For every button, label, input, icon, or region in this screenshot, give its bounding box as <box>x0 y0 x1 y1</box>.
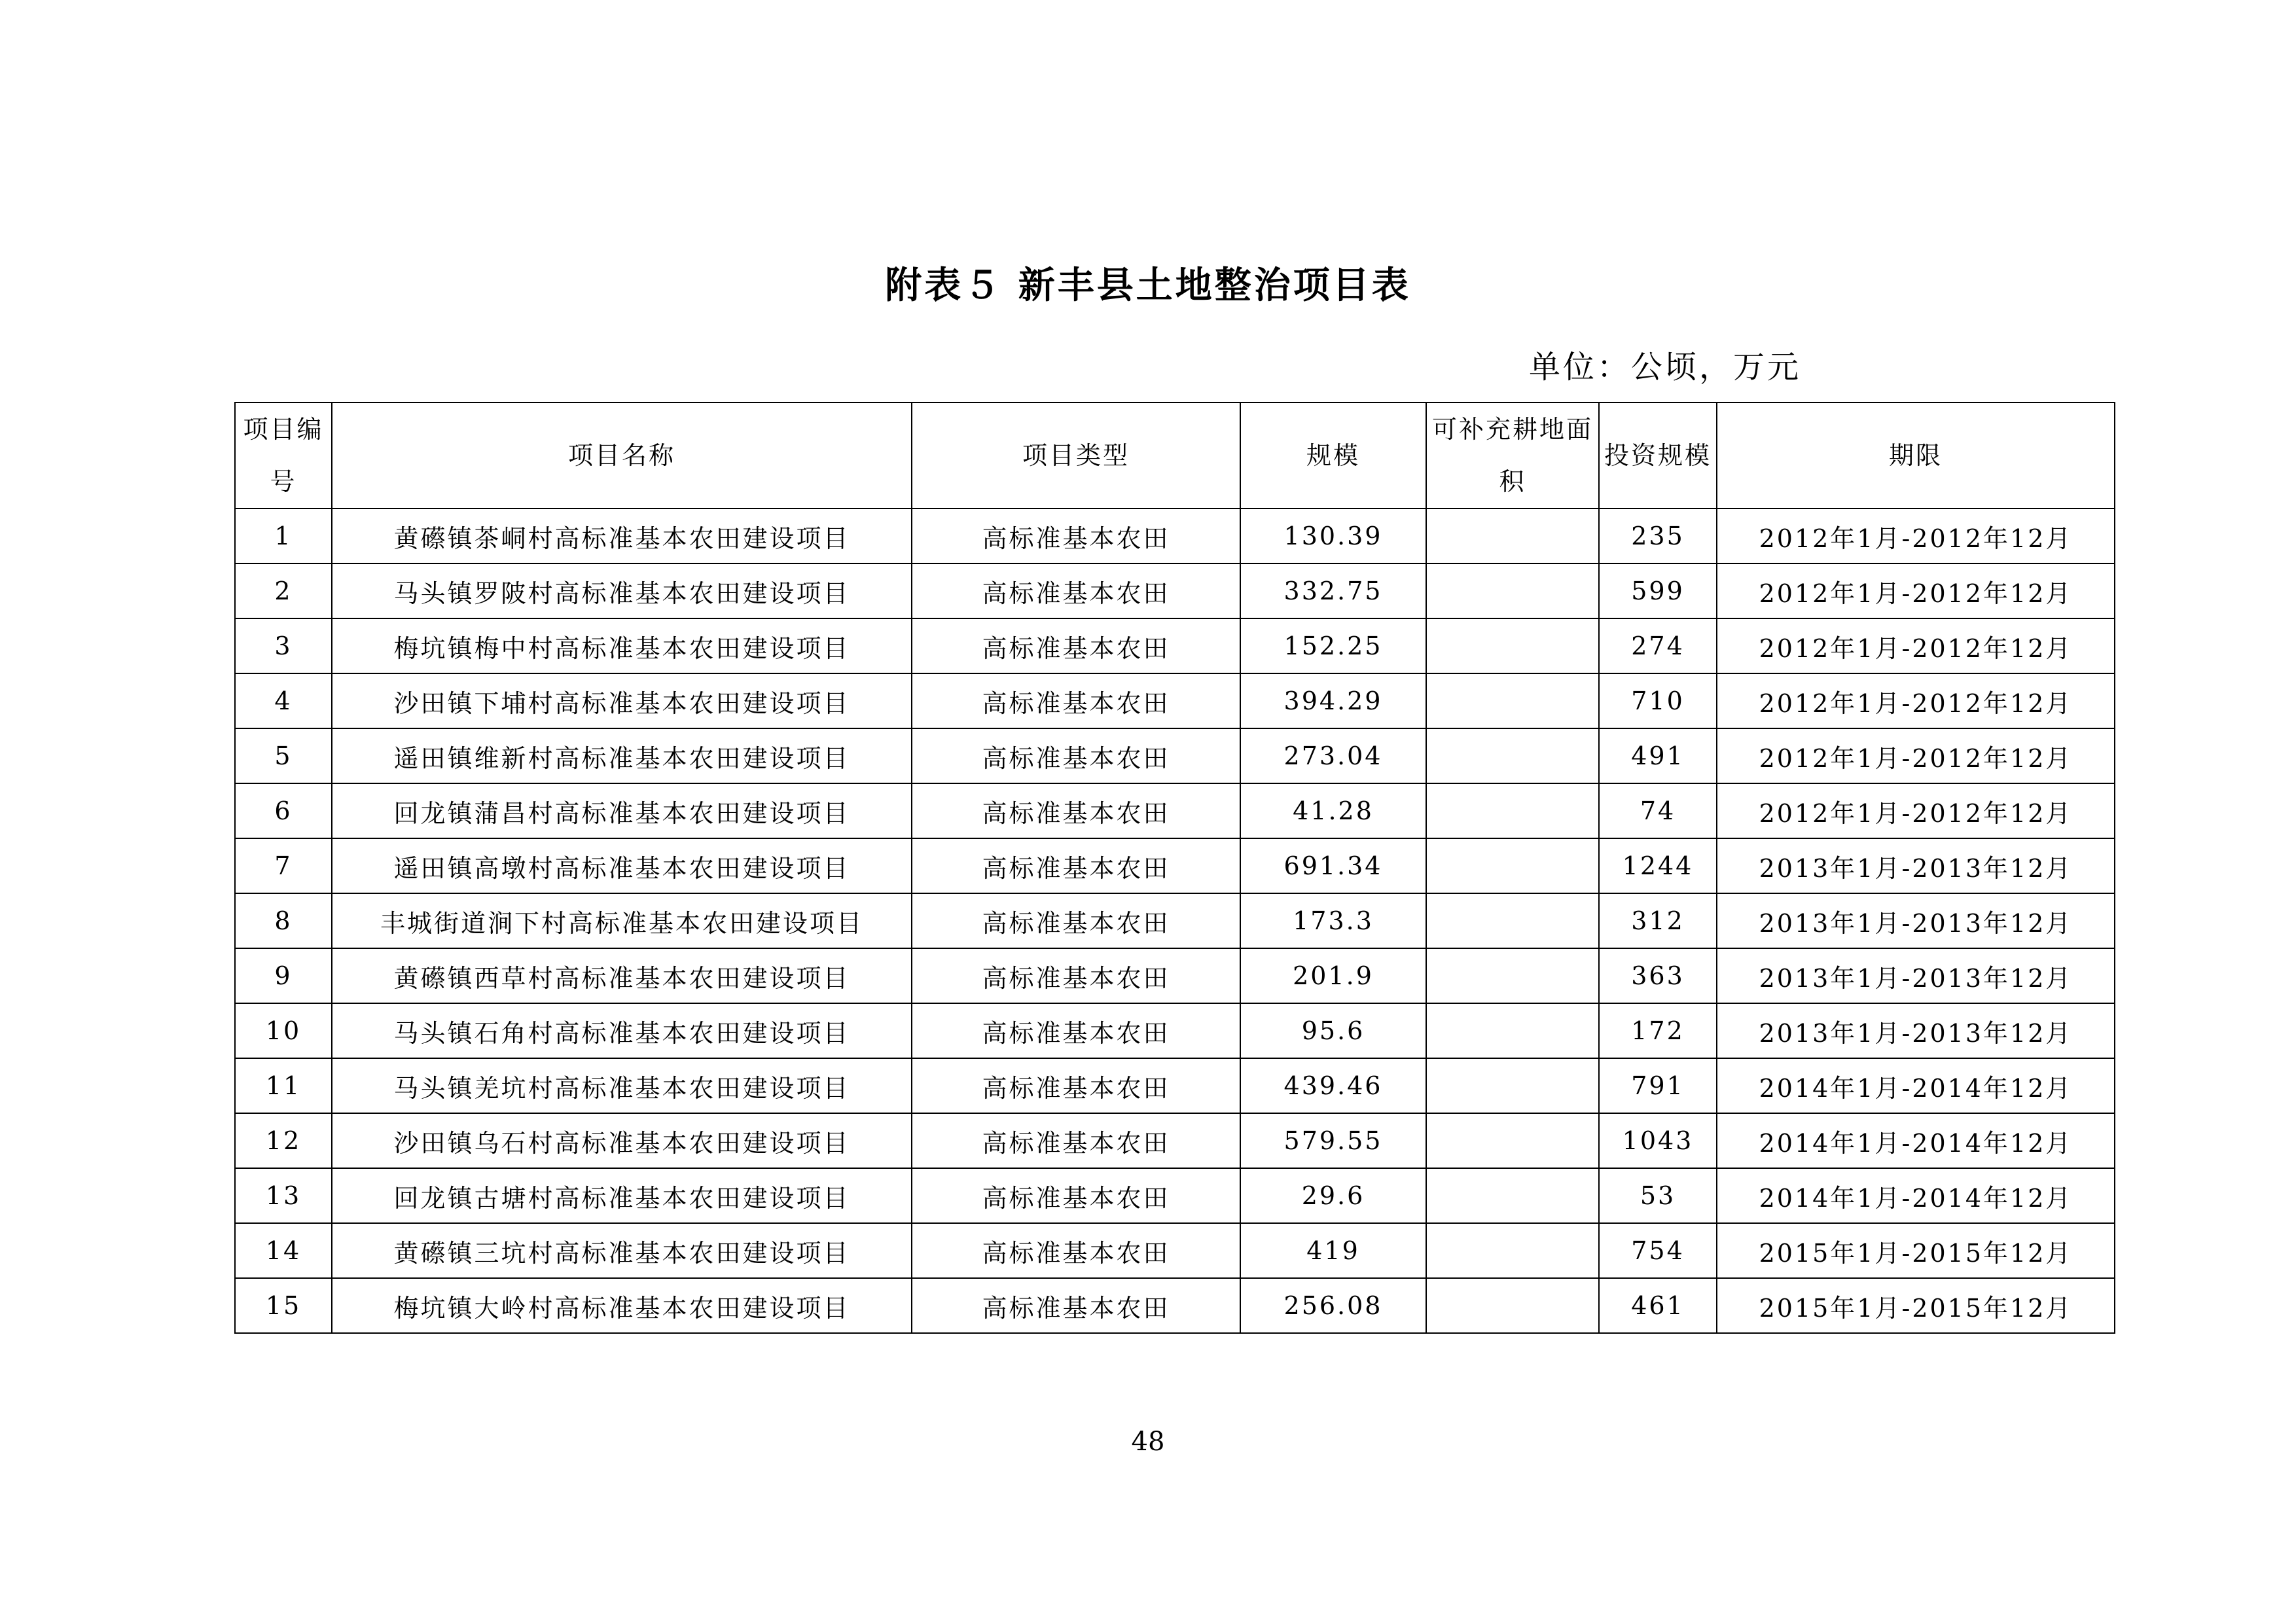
cell-id: 3 <box>235 618 332 673</box>
cell-scale: 173.3 <box>1240 893 1426 948</box>
cell-period: 2014年1月-2014年12月 <box>1717 1168 2115 1223</box>
cell-scale: 419 <box>1240 1223 1426 1278</box>
cell-investment: 599 <box>1599 563 1717 618</box>
cell-supplement <box>1426 948 1599 1003</box>
cell-investment: 172 <box>1599 1003 1717 1058</box>
cell-name: 遥田镇高墩村高标准基本农田建设项目 <box>332 838 912 893</box>
table-row <box>235 1003 2115 1058</box>
cell-type: 高标准基本农田 <box>912 783 1240 838</box>
cell-type: 高标准基本农田 <box>912 1168 1240 1223</box>
cell-supplement <box>1426 1113 1599 1168</box>
cell-name: 回龙镇古塘村高标准基本农田建设项目 <box>332 1168 912 1223</box>
cell-name: 马头镇罗陂村高标准基本农田建设项目 <box>332 563 912 618</box>
land-project-table <box>234 402 2115 1334</box>
cell-investment: 461 <box>1599 1278 1717 1333</box>
cell-investment: 235 <box>1599 508 1717 563</box>
cell-period: 2014年1月-2014年12月 <box>1717 1113 2115 1168</box>
cell-id: 9 <box>235 948 332 1003</box>
header-name: 项目名称 <box>332 402 912 508</box>
cell-id: 13 <box>235 1168 332 1223</box>
table-row <box>235 1278 2115 1333</box>
cell-type: 高标准基本农田 <box>912 728 1240 783</box>
cell-investment: 1043 <box>1599 1113 1717 1168</box>
header-type: 项目类型 <box>912 402 1240 508</box>
page-title: 附表５ 新丰县土地整治项目表 <box>885 264 1411 307</box>
cell-id: 14 <box>235 1223 332 1278</box>
cell-period: 2012年1月-2012年12月 <box>1717 618 2115 673</box>
cell-name: 马头镇羌坑村高标准基本农田建设项目 <box>332 1058 912 1113</box>
header-row <box>235 402 2115 508</box>
cell-type: 高标准基本农田 <box>912 1058 1240 1113</box>
cell-period: 2013年1月-2013年12月 <box>1717 948 2115 1003</box>
table-row <box>235 783 2115 838</box>
cell-name: 黄礤镇三坑村高标准基本农田建设项目 <box>332 1223 912 1278</box>
cell-scale: 41.28 <box>1240 783 1426 838</box>
header-period: 期限 <box>1717 402 2115 508</box>
table-row <box>235 1113 2115 1168</box>
cell-type: 高标准基本农田 <box>912 893 1240 948</box>
cell-investment: 312 <box>1599 893 1717 948</box>
cell-period: 2012年1月-2012年12月 <box>1717 783 2115 838</box>
cell-period: 2015年1月-2015年12月 <box>1717 1223 2115 1278</box>
cell-investment: 754 <box>1599 1223 1717 1278</box>
cell-period: 2013年1月-2013年12月 <box>1717 1003 2115 1058</box>
table-row <box>235 618 2115 673</box>
unit-label: 单位：公顷，万元 <box>1529 349 1802 385</box>
table-row <box>235 1058 2115 1113</box>
cell-supplement <box>1426 893 1599 948</box>
cell-scale: 579.55 <box>1240 1113 1426 1168</box>
cell-period: 2015年1月-2015年12月 <box>1717 1278 2115 1333</box>
table-row <box>235 1223 2115 1278</box>
table-row <box>235 508 2115 563</box>
cell-period: 2012年1月-2012年12月 <box>1717 508 2115 563</box>
cell-scale: 201.9 <box>1240 948 1426 1003</box>
cell-type: 高标准基本农田 <box>912 618 1240 673</box>
table-row <box>235 1168 2115 1223</box>
cell-id: 6 <box>235 783 332 838</box>
cell-scale: 439.46 <box>1240 1058 1426 1113</box>
cell-scale: 332.75 <box>1240 563 1426 618</box>
cell-type: 高标准基本农田 <box>912 1003 1240 1058</box>
cell-supplement <box>1426 1003 1599 1058</box>
cell-period: 2014年1月-2014年12月 <box>1717 1058 2115 1113</box>
cell-period: 2013年1月-2013年12月 <box>1717 838 2115 893</box>
table-row <box>235 563 2115 618</box>
cell-scale: 152.25 <box>1240 618 1426 673</box>
cell-supplement <box>1426 728 1599 783</box>
cell-supplement <box>1426 1168 1599 1223</box>
table-row <box>235 893 2115 948</box>
cell-investment: 74 <box>1599 783 1717 838</box>
cell-id: 8 <box>235 893 332 948</box>
table-row <box>235 673 2115 728</box>
header-scale: 规模 <box>1240 402 1426 508</box>
cell-investment: 710 <box>1599 673 1717 728</box>
cell-investment: 274 <box>1599 618 1717 673</box>
cell-investment: 1244 <box>1599 838 1717 893</box>
table-header <box>235 402 2115 508</box>
cell-id: 4 <box>235 673 332 728</box>
cell-type: 高标准基本农田 <box>912 948 1240 1003</box>
cell-supplement <box>1426 563 1599 618</box>
cell-id: 15 <box>235 1278 332 1333</box>
header-supplement: 可补充耕地面积 <box>1426 402 1599 508</box>
cell-investment: 491 <box>1599 728 1717 783</box>
cell-type: 高标准基本农田 <box>912 508 1240 563</box>
table-body <box>235 508 2115 1333</box>
cell-supplement <box>1426 508 1599 563</box>
cell-name: 丰城街道涧下村高标准基本农田建设项目 <box>332 893 912 948</box>
cell-name: 沙田镇下埔村高标准基本农田建设项目 <box>332 673 912 728</box>
cell-supplement <box>1426 1278 1599 1333</box>
cell-investment: 363 <box>1599 948 1717 1003</box>
cell-supplement <box>1426 783 1599 838</box>
cell-period: 2012年1月-2012年12月 <box>1717 673 2115 728</box>
cell-id: 7 <box>235 838 332 893</box>
cell-id: 2 <box>235 563 332 618</box>
cell-scale: 29.6 <box>1240 1168 1426 1223</box>
cell-period: 2013年1月-2013年12月 <box>1717 893 2115 948</box>
cell-supplement <box>1426 673 1599 728</box>
cell-name: 回龙镇蒲昌村高标准基本农田建设项目 <box>332 783 912 838</box>
cell-investment: 791 <box>1599 1058 1717 1113</box>
table-row <box>235 838 2115 893</box>
header-investment: 投资规模 <box>1599 402 1717 508</box>
page-number: 48 <box>1131 1427 1165 1457</box>
cell-type: 高标准基本农田 <box>912 1113 1240 1168</box>
cell-type: 高标准基本农田 <box>912 673 1240 728</box>
cell-scale: 394.29 <box>1240 673 1426 728</box>
cell-scale: 691.34 <box>1240 838 1426 893</box>
cell-id: 10 <box>235 1003 332 1058</box>
cell-name: 遥田镇维新村高标准基本农田建设项目 <box>332 728 912 783</box>
cell-id: 12 <box>235 1113 332 1168</box>
cell-period: 2012年1月-2012年12月 <box>1717 728 2115 783</box>
cell-name: 黄礤镇茶峒村高标准基本农田建设项目 <box>332 508 912 563</box>
cell-type: 高标准基本农田 <box>912 838 1240 893</box>
cell-name: 梅坑镇梅中村高标准基本农田建设项目 <box>332 618 912 673</box>
cell-id: 1 <box>235 508 332 563</box>
cell-scale: 273.04 <box>1240 728 1426 783</box>
cell-period: 2012年1月-2012年12月 <box>1717 563 2115 618</box>
cell-name: 沙田镇乌石村高标准基本农田建设项目 <box>332 1113 912 1168</box>
cell-name: 黄礤镇西草村高标准基本农田建设项目 <box>332 948 912 1003</box>
header-id: 项目编号 <box>235 402 332 508</box>
cell-type: 高标准基本农田 <box>912 1278 1240 1333</box>
cell-scale: 130.39 <box>1240 508 1426 563</box>
cell-scale: 256.08 <box>1240 1278 1426 1333</box>
cell-investment: 53 <box>1599 1168 1717 1223</box>
cell-supplement <box>1426 838 1599 893</box>
cell-name: 马头镇石角村高标准基本农田建设项目 <box>332 1003 912 1058</box>
cell-supplement <box>1426 1058 1599 1113</box>
cell-name: 梅坑镇大岭村高标准基本农田建设项目 <box>332 1278 912 1333</box>
cell-type: 高标准基本农田 <box>912 1223 1240 1278</box>
cell-type: 高标准基本农田 <box>912 563 1240 618</box>
cell-scale: 95.6 <box>1240 1003 1426 1058</box>
cell-id: 5 <box>235 728 332 783</box>
cell-supplement <box>1426 1223 1599 1278</box>
table-row <box>235 948 2115 1003</box>
cell-supplement <box>1426 618 1599 673</box>
table-row <box>235 728 2115 783</box>
cell-id: 11 <box>235 1058 332 1113</box>
